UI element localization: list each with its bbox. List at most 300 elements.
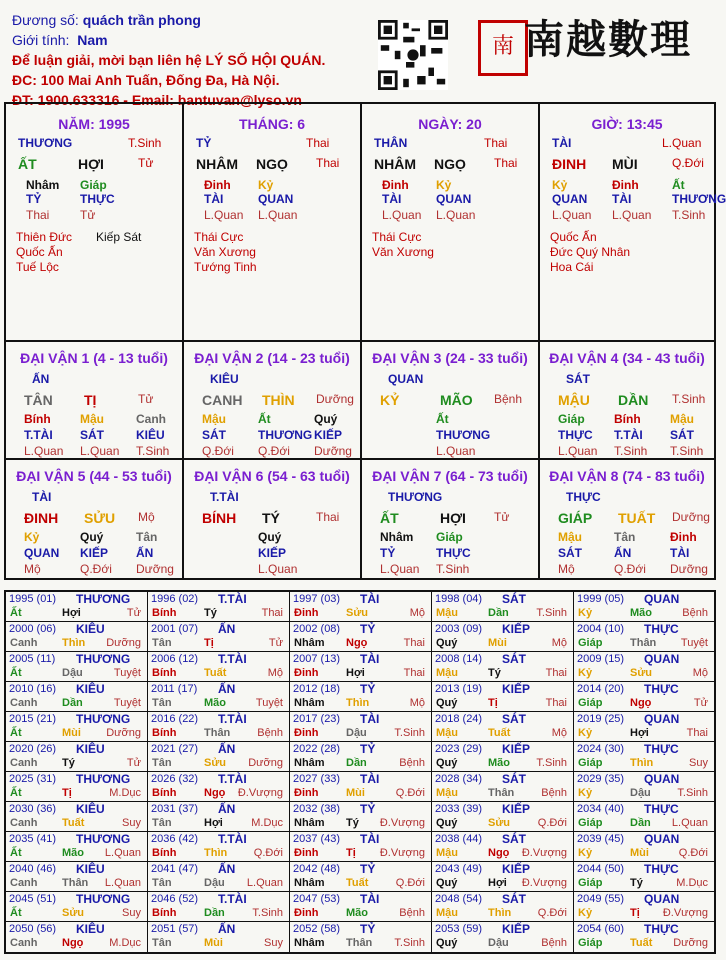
year-cell[interactable] xyxy=(148,802,290,832)
year-label: 2025 (31) xyxy=(9,773,57,785)
pillar-stage: Q.Đới xyxy=(672,156,704,170)
year-stem: Kỷ xyxy=(578,847,593,859)
year-label: 2021 (27) xyxy=(151,743,199,755)
dai-van-stem: MẬU xyxy=(558,392,590,408)
year-stage: Dưỡng xyxy=(248,757,283,769)
year-stage: Tuyệt xyxy=(255,697,283,709)
hidden-stage: T.Sinh xyxy=(670,444,704,458)
pillar-god: TỶ xyxy=(196,136,212,150)
gender-line xyxy=(12,30,325,50)
hidden-god: QUAN xyxy=(24,546,60,560)
dai-van-stage: Mộ xyxy=(138,510,155,524)
year-god: QUAN xyxy=(644,652,680,666)
year-stem: Nhâm xyxy=(294,877,325,889)
star-label: Quốc Ấn xyxy=(550,230,597,244)
year-god: TÀI xyxy=(360,892,380,906)
year-god: TỶ xyxy=(360,682,376,696)
hidden-stem: Kỷ xyxy=(24,530,40,544)
year-cell[interactable] xyxy=(148,712,290,742)
year-branch: Mùi xyxy=(62,727,81,739)
dai-van-branch: SỬU xyxy=(84,510,116,526)
year-cell[interactable] xyxy=(6,712,148,742)
hidden-stage: Mộ xyxy=(558,562,575,576)
phone-email-line: ĐT: 1900.633316 - Email: bantuvan@lyso.vn xyxy=(12,92,302,108)
year-label: 2034 (40) xyxy=(577,803,625,815)
year-label: 2033 (39) xyxy=(435,803,483,815)
year-stage: Tuyệt xyxy=(680,637,708,649)
year-god: TỶ xyxy=(360,622,376,636)
hidden-stage: Mộ xyxy=(24,562,41,576)
year-branch: Mùi xyxy=(630,847,649,859)
pillar-god: THƯƠNG xyxy=(18,136,73,150)
year-stem: Mậu xyxy=(436,907,458,919)
year-god: KIẾP xyxy=(502,622,531,636)
pillar-title: NGÀY: 20 xyxy=(418,116,482,132)
year-cell[interactable] xyxy=(432,682,574,712)
year-god: QUAN xyxy=(644,712,680,726)
brand-title: 南越數理 xyxy=(524,16,692,63)
hidden-god: KIẾP xyxy=(258,546,287,560)
hidden-stage: L.Quan xyxy=(552,208,592,222)
hidden-stage: L.Quan xyxy=(382,208,422,222)
year-stage: Bệnh xyxy=(541,787,567,799)
year-cell[interactable] xyxy=(290,682,432,712)
star-label: Thiên Đức xyxy=(16,230,73,244)
year-cell[interactable] xyxy=(574,712,714,742)
year-god: TỶ xyxy=(360,802,376,816)
hidden-god: KIẾP xyxy=(314,428,343,442)
year-branch: Sửu xyxy=(204,757,227,769)
hidden-stem: Quý xyxy=(80,530,104,544)
dai-van-branch: TÝ xyxy=(262,510,280,526)
year-god: T.TÀI xyxy=(218,892,247,906)
hidden-stem: Kỷ xyxy=(552,178,568,192)
year-branch: Ngọ xyxy=(62,937,84,949)
year-cell[interactable] xyxy=(6,742,148,772)
hidden-stem: Quý xyxy=(258,530,282,544)
year-cell[interactable] xyxy=(6,652,148,682)
year-stem: Kỷ xyxy=(578,787,593,799)
year-label: 2047 (53) xyxy=(293,893,341,905)
year-cell[interactable] xyxy=(148,592,290,622)
year-cell[interactable] xyxy=(574,772,714,802)
hidden-stem: Tân xyxy=(136,530,158,544)
dai-van-stem: ẤT xyxy=(380,510,399,526)
hidden-god: TÀI xyxy=(204,192,224,206)
year-god: KIẾP xyxy=(502,862,531,876)
year-label: 2053 (59) xyxy=(435,923,483,935)
hidden-god: ẤN xyxy=(136,546,154,560)
year-cell[interactable] xyxy=(432,802,574,832)
address-line: ĐC: 100 Mai Anh Tuấn, Đống Đa, Hà Nội. xyxy=(12,72,280,88)
hidden-stage: L.Quan xyxy=(204,208,244,222)
hidden-stem: Giáp xyxy=(80,178,107,192)
year-stage: Suy xyxy=(264,937,283,949)
year-branch: Tý xyxy=(346,817,359,829)
hidden-god: THƯƠNG xyxy=(258,428,313,442)
year-label: 2050 (56) xyxy=(9,923,57,935)
dai-van-title: ĐẠI VẬN 3 (24 - 33 tuổi) xyxy=(372,350,528,366)
year-cell[interactable] xyxy=(432,772,574,802)
hidden-god: KIẾP xyxy=(80,546,109,560)
year-label: 2001 (07) xyxy=(151,623,199,635)
hidden-god: T.TÀI xyxy=(614,428,643,442)
year-stage: Đ.Vượng xyxy=(521,847,567,859)
header-info xyxy=(12,10,325,110)
year-branch: Sửu xyxy=(62,907,85,919)
year-stage: Thai xyxy=(686,727,708,739)
year-stem: Bính xyxy=(152,727,177,739)
year-branch: Tuất xyxy=(630,937,653,949)
year-stage: Tử xyxy=(126,757,141,769)
year-god: KIÊU xyxy=(76,682,105,696)
hidden-stem: Tân xyxy=(614,530,636,544)
year-label: 2032 (38) xyxy=(293,803,341,815)
year-branch: Hợi xyxy=(630,727,649,739)
hidden-stem: Kỷ xyxy=(436,178,452,192)
seal-stamp: 南 xyxy=(478,20,528,76)
dai-van-title: ĐẠI VẬN 6 (54 - 63 tuổi) xyxy=(194,468,350,484)
year-cell[interactable] xyxy=(148,742,290,772)
dai-van-cell xyxy=(184,342,362,460)
year-cell[interactable] xyxy=(574,592,714,622)
year-god: QUAN xyxy=(644,772,680,786)
year-stage: Mộ xyxy=(692,667,708,679)
year-cell[interactable] xyxy=(6,832,148,862)
year-cell[interactable] xyxy=(148,922,290,952)
pillar-cell xyxy=(362,104,540,342)
year-label: 1996 (02) xyxy=(151,593,199,605)
year-stage: L.Quan xyxy=(104,877,141,889)
year-cell[interactable] xyxy=(6,892,148,922)
hidden-stem: Canh xyxy=(136,412,166,426)
dai-van-title: ĐẠI VẬN 7 (64 - 73 tuổi) xyxy=(372,468,528,484)
year-cell[interactable] xyxy=(290,742,432,772)
dai-van-branch: MÃO xyxy=(440,392,473,408)
year-cell[interactable] xyxy=(574,802,714,832)
dai-van-title: ĐẠI VẬN 5 (44 - 53 tuổi) xyxy=(16,468,172,484)
hidden-god: THƯƠNG xyxy=(672,192,726,206)
year-cell[interactable] xyxy=(290,892,432,922)
year-stem: Kỷ xyxy=(578,667,593,679)
hidden-stem: Mậu xyxy=(670,412,694,426)
dai-van-title: ĐẠI VẬN 1 (4 - 13 tuổi) xyxy=(20,350,168,366)
hidden-god: QUAN xyxy=(552,192,588,206)
year-god: KIẾP xyxy=(502,802,531,816)
year-stem: Quý xyxy=(436,757,458,769)
pillar-stem: ĐINH xyxy=(552,156,587,172)
hidden-stem: Ất xyxy=(672,178,685,192)
owner-label: Đương số: xyxy=(12,12,83,28)
year-stem: Quý xyxy=(436,637,458,649)
year-cell[interactable] xyxy=(6,682,148,712)
dai-van-god: KIÊU xyxy=(210,372,239,386)
year-label: 2029 (35) xyxy=(577,773,625,785)
hidden-stem: Mậu xyxy=(558,530,582,544)
hidden-stem: Mậu xyxy=(80,412,104,426)
pillar-branch: MÙI xyxy=(612,156,638,172)
year-stage: Q.Đới xyxy=(395,877,425,889)
year-cell[interactable] xyxy=(148,772,290,802)
year-god: THỰC xyxy=(644,862,679,876)
year-cell[interactable] xyxy=(290,922,432,952)
year-label: 1995 (01) xyxy=(9,593,57,605)
year-god: T.TÀI xyxy=(218,592,247,606)
dai-van-stem: TÂN xyxy=(24,392,53,408)
year-branch: Tý xyxy=(488,667,501,679)
year-cell[interactable] xyxy=(148,892,290,922)
year-cell[interactable] xyxy=(574,652,714,682)
dai-van-title: ĐẠI VẬN 2 (14 - 23 tuổi) xyxy=(194,350,350,366)
hidden-god: QUAN xyxy=(258,192,294,206)
year-stage: Bệnh xyxy=(399,757,425,769)
hidden-stem: Ất xyxy=(258,412,271,426)
year-cell[interactable] xyxy=(6,862,148,892)
year-cell[interactable] xyxy=(574,832,714,862)
year-stem: Tân xyxy=(152,637,172,649)
year-cell[interactable] xyxy=(432,652,574,682)
year-stem: Giáp xyxy=(578,937,603,949)
dai-van-god: QUAN xyxy=(388,372,424,386)
year-stem: Đinh xyxy=(294,727,319,739)
year-branch: Sửu xyxy=(630,667,653,679)
pillar-title: THÁNG: 6 xyxy=(238,116,306,132)
pillar-branch: NGỌ xyxy=(256,156,288,172)
year-god: T.TÀI xyxy=(218,652,247,666)
year-god: KIÊU xyxy=(76,922,105,936)
hidden-god: THỰC xyxy=(80,192,115,206)
year-stem: Ất xyxy=(10,787,22,799)
year-label: 2009 (15) xyxy=(577,653,625,665)
year-label: 2045 (51) xyxy=(9,893,57,905)
hidden-god: TÀI xyxy=(612,192,632,206)
hidden-stem: Giáp xyxy=(558,412,585,426)
year-cell[interactable] xyxy=(290,862,432,892)
year-cell[interactable] xyxy=(6,802,148,832)
year-stage: T.Sinh xyxy=(536,607,567,619)
year-cell[interactable] xyxy=(290,652,432,682)
hidden-stem: Đinh xyxy=(612,178,639,192)
year-label: 2048 (54) xyxy=(435,893,483,905)
year-stage: Tử xyxy=(126,607,141,619)
year-label: 2022 (28) xyxy=(293,743,341,755)
year-branch: Dần xyxy=(62,697,83,709)
pillar-stage: Thai xyxy=(316,156,340,170)
year-label: 2035 (41) xyxy=(9,833,57,845)
hidden-stem: Đinh xyxy=(670,530,697,544)
hidden-god: T.TÀI xyxy=(24,428,53,442)
hidden-stage: Q.Đới xyxy=(258,444,290,458)
year-label: 2017 (23) xyxy=(293,713,341,725)
year-god: SÁT xyxy=(502,592,526,606)
hidden-stage: Dưỡng xyxy=(136,562,174,576)
year-label: 2043 (49) xyxy=(435,863,483,875)
year-cell[interactable] xyxy=(574,892,714,922)
year-label: 2007 (13) xyxy=(293,653,341,665)
star-label: Văn Xương xyxy=(194,245,256,259)
year-label: 2051 (57) xyxy=(151,923,199,935)
year-cell[interactable] xyxy=(148,682,290,712)
year-god: QUAN xyxy=(644,832,680,846)
gender-value: Nam xyxy=(77,32,108,48)
year-cell[interactable] xyxy=(6,592,148,622)
year-label: 2004 (10) xyxy=(577,623,625,635)
dai-van-title: ĐẠI VẬN 4 (34 - 43 tuổi) xyxy=(549,350,705,366)
pillar-stage: T.Sinh xyxy=(128,136,162,150)
year-branch: Mão xyxy=(488,757,510,769)
dai-van-cell xyxy=(540,460,714,578)
year-stem: Đinh xyxy=(294,667,319,679)
hidden-stage: L.Quan xyxy=(612,208,652,222)
year-stage: Đ.Vượng xyxy=(237,787,283,799)
year-cell[interactable] xyxy=(6,922,148,952)
year-label: 2005 (11) xyxy=(9,653,56,665)
year-branch: Thân xyxy=(488,787,515,799)
year-cell[interactable] xyxy=(574,622,714,652)
hidden-stem: Bính xyxy=(614,412,641,426)
year-cell[interactable] xyxy=(432,922,574,952)
year-cell[interactable] xyxy=(574,742,714,772)
year-stem: Bính xyxy=(152,847,177,859)
year-god: ẤN xyxy=(218,922,236,936)
year-branch: Thìn xyxy=(204,847,228,859)
year-stage: Bệnh xyxy=(682,607,708,619)
hidden-stem: Nhâm xyxy=(380,530,414,544)
year-label: 2028 (34) xyxy=(435,773,483,785)
year-cell[interactable] xyxy=(432,832,574,862)
year-stage: Suy xyxy=(689,757,708,769)
year-cell[interactable] xyxy=(290,802,432,832)
year-branch: Mão xyxy=(62,847,84,859)
year-stem: Bính xyxy=(152,907,177,919)
hidden-stage: L.Quan xyxy=(258,208,298,222)
dai-van-god: THƯƠNG xyxy=(388,490,443,504)
year-branch: Mùi xyxy=(204,937,223,949)
year-cell[interactable] xyxy=(290,712,432,742)
year-cell[interactable] xyxy=(290,592,432,622)
year-god: THỰC xyxy=(644,742,679,756)
qr-code-icon[interactable] xyxy=(378,20,448,90)
year-cell[interactable] xyxy=(432,592,574,622)
year-cell[interactable] xyxy=(290,772,432,802)
year-god: KIÊU xyxy=(76,802,105,816)
dai-van-god: ẤN xyxy=(32,372,50,386)
year-stem: Canh xyxy=(10,637,38,649)
owner-name: quách trần phong xyxy=(82,12,201,28)
year-stem: Giáp xyxy=(578,757,603,769)
year-cell[interactable] xyxy=(148,652,290,682)
year-cell[interactable] xyxy=(432,742,574,772)
year-god: SÁT xyxy=(502,712,526,726)
year-branch: Mùi xyxy=(346,787,365,799)
year-branch: Thân xyxy=(204,727,231,739)
hidden-god: SÁT xyxy=(80,428,104,442)
year-stem: Ất xyxy=(10,907,22,919)
year-cell[interactable] xyxy=(574,862,714,892)
year-branch: Thìn xyxy=(488,907,512,919)
year-label: 2011 (17) xyxy=(151,683,198,695)
year-stem: Ất xyxy=(10,667,22,679)
hidden-stage: Tử xyxy=(80,208,96,222)
hidden-stage: Q.Đới xyxy=(202,444,234,458)
year-branch: Dậu xyxy=(204,877,225,889)
year-branch: Hợi xyxy=(62,607,81,619)
year-cell[interactable] xyxy=(432,622,574,652)
year-stage: M.Dục xyxy=(251,817,283,829)
year-stem: Đinh xyxy=(294,907,319,919)
year-god: QUAN xyxy=(644,592,680,606)
year-cell[interactable] xyxy=(574,922,714,952)
year-cell[interactable] xyxy=(6,622,148,652)
year-stage: Mộ xyxy=(267,667,283,679)
year-cell[interactable] xyxy=(432,892,574,922)
year-label: 2027 (33) xyxy=(293,773,341,785)
hidden-god: THỰC xyxy=(436,546,471,560)
hidden-stage: L.Quan xyxy=(24,444,64,458)
year-stage: Thai xyxy=(545,667,567,679)
year-cell[interactable] xyxy=(432,712,574,742)
year-stage: Bệnh xyxy=(541,937,567,949)
year-label: 2008 (14) xyxy=(435,653,483,665)
hidden-stage: L.Quan xyxy=(258,562,298,576)
year-stage: Q.Đới xyxy=(537,907,567,919)
pillar-god: TÀI xyxy=(552,136,572,150)
pillar-branch: HỢI xyxy=(78,156,104,172)
year-god: THƯƠNG xyxy=(76,712,131,726)
year-cell[interactable] xyxy=(6,772,148,802)
dai-van-cell xyxy=(362,342,540,460)
year-cell[interactable] xyxy=(290,622,432,652)
year-cell[interactable] xyxy=(148,862,290,892)
year-branch: Thìn xyxy=(62,637,86,649)
year-cell[interactable] xyxy=(574,682,714,712)
dai-van-cell xyxy=(540,342,714,460)
year-stage: T.Sinh xyxy=(394,727,425,739)
year-label: 2014 (20) xyxy=(577,683,625,695)
year-branch: Tuất xyxy=(204,667,227,679)
year-branch: Mão xyxy=(630,607,652,619)
year-god: THỰC xyxy=(644,682,679,696)
year-branch: Thìn xyxy=(346,697,370,709)
year-label: 2054 (60) xyxy=(577,923,625,935)
year-branch: Tị xyxy=(346,847,356,859)
year-cell[interactable] xyxy=(148,622,290,652)
hidden-stem: Kỷ xyxy=(258,178,274,192)
year-branch: Tý xyxy=(62,757,75,769)
year-god: SÁT xyxy=(502,652,526,666)
dai-van-branch: TỊ xyxy=(84,392,97,408)
pillar-stem: ẤT xyxy=(18,156,37,172)
year-god: KIẾP xyxy=(502,742,531,756)
year-cell[interactable] xyxy=(290,832,432,862)
hidden-stage: Dưỡng xyxy=(314,444,352,458)
year-branch: Thân xyxy=(630,637,657,649)
year-cell[interactable] xyxy=(432,862,574,892)
pillar-stage: Thai xyxy=(306,136,330,150)
year-stem: Giáp xyxy=(578,817,603,829)
year-cell[interactable] xyxy=(148,832,290,862)
hidden-stage: L.Quan xyxy=(436,444,476,458)
year-stage: T.Sinh xyxy=(677,787,708,799)
year-label: 2024 (30) xyxy=(577,743,625,755)
year-god: SÁT xyxy=(502,892,526,906)
year-branch: Hợi xyxy=(204,817,223,829)
year-branch: Ngọ xyxy=(630,697,652,709)
pillar-title: NĂM: 1995 xyxy=(58,116,130,132)
year-god: KIÊU xyxy=(76,742,105,756)
year-label: 2019 (25) xyxy=(577,713,625,725)
dai-van-branch: DẦN xyxy=(618,392,649,408)
